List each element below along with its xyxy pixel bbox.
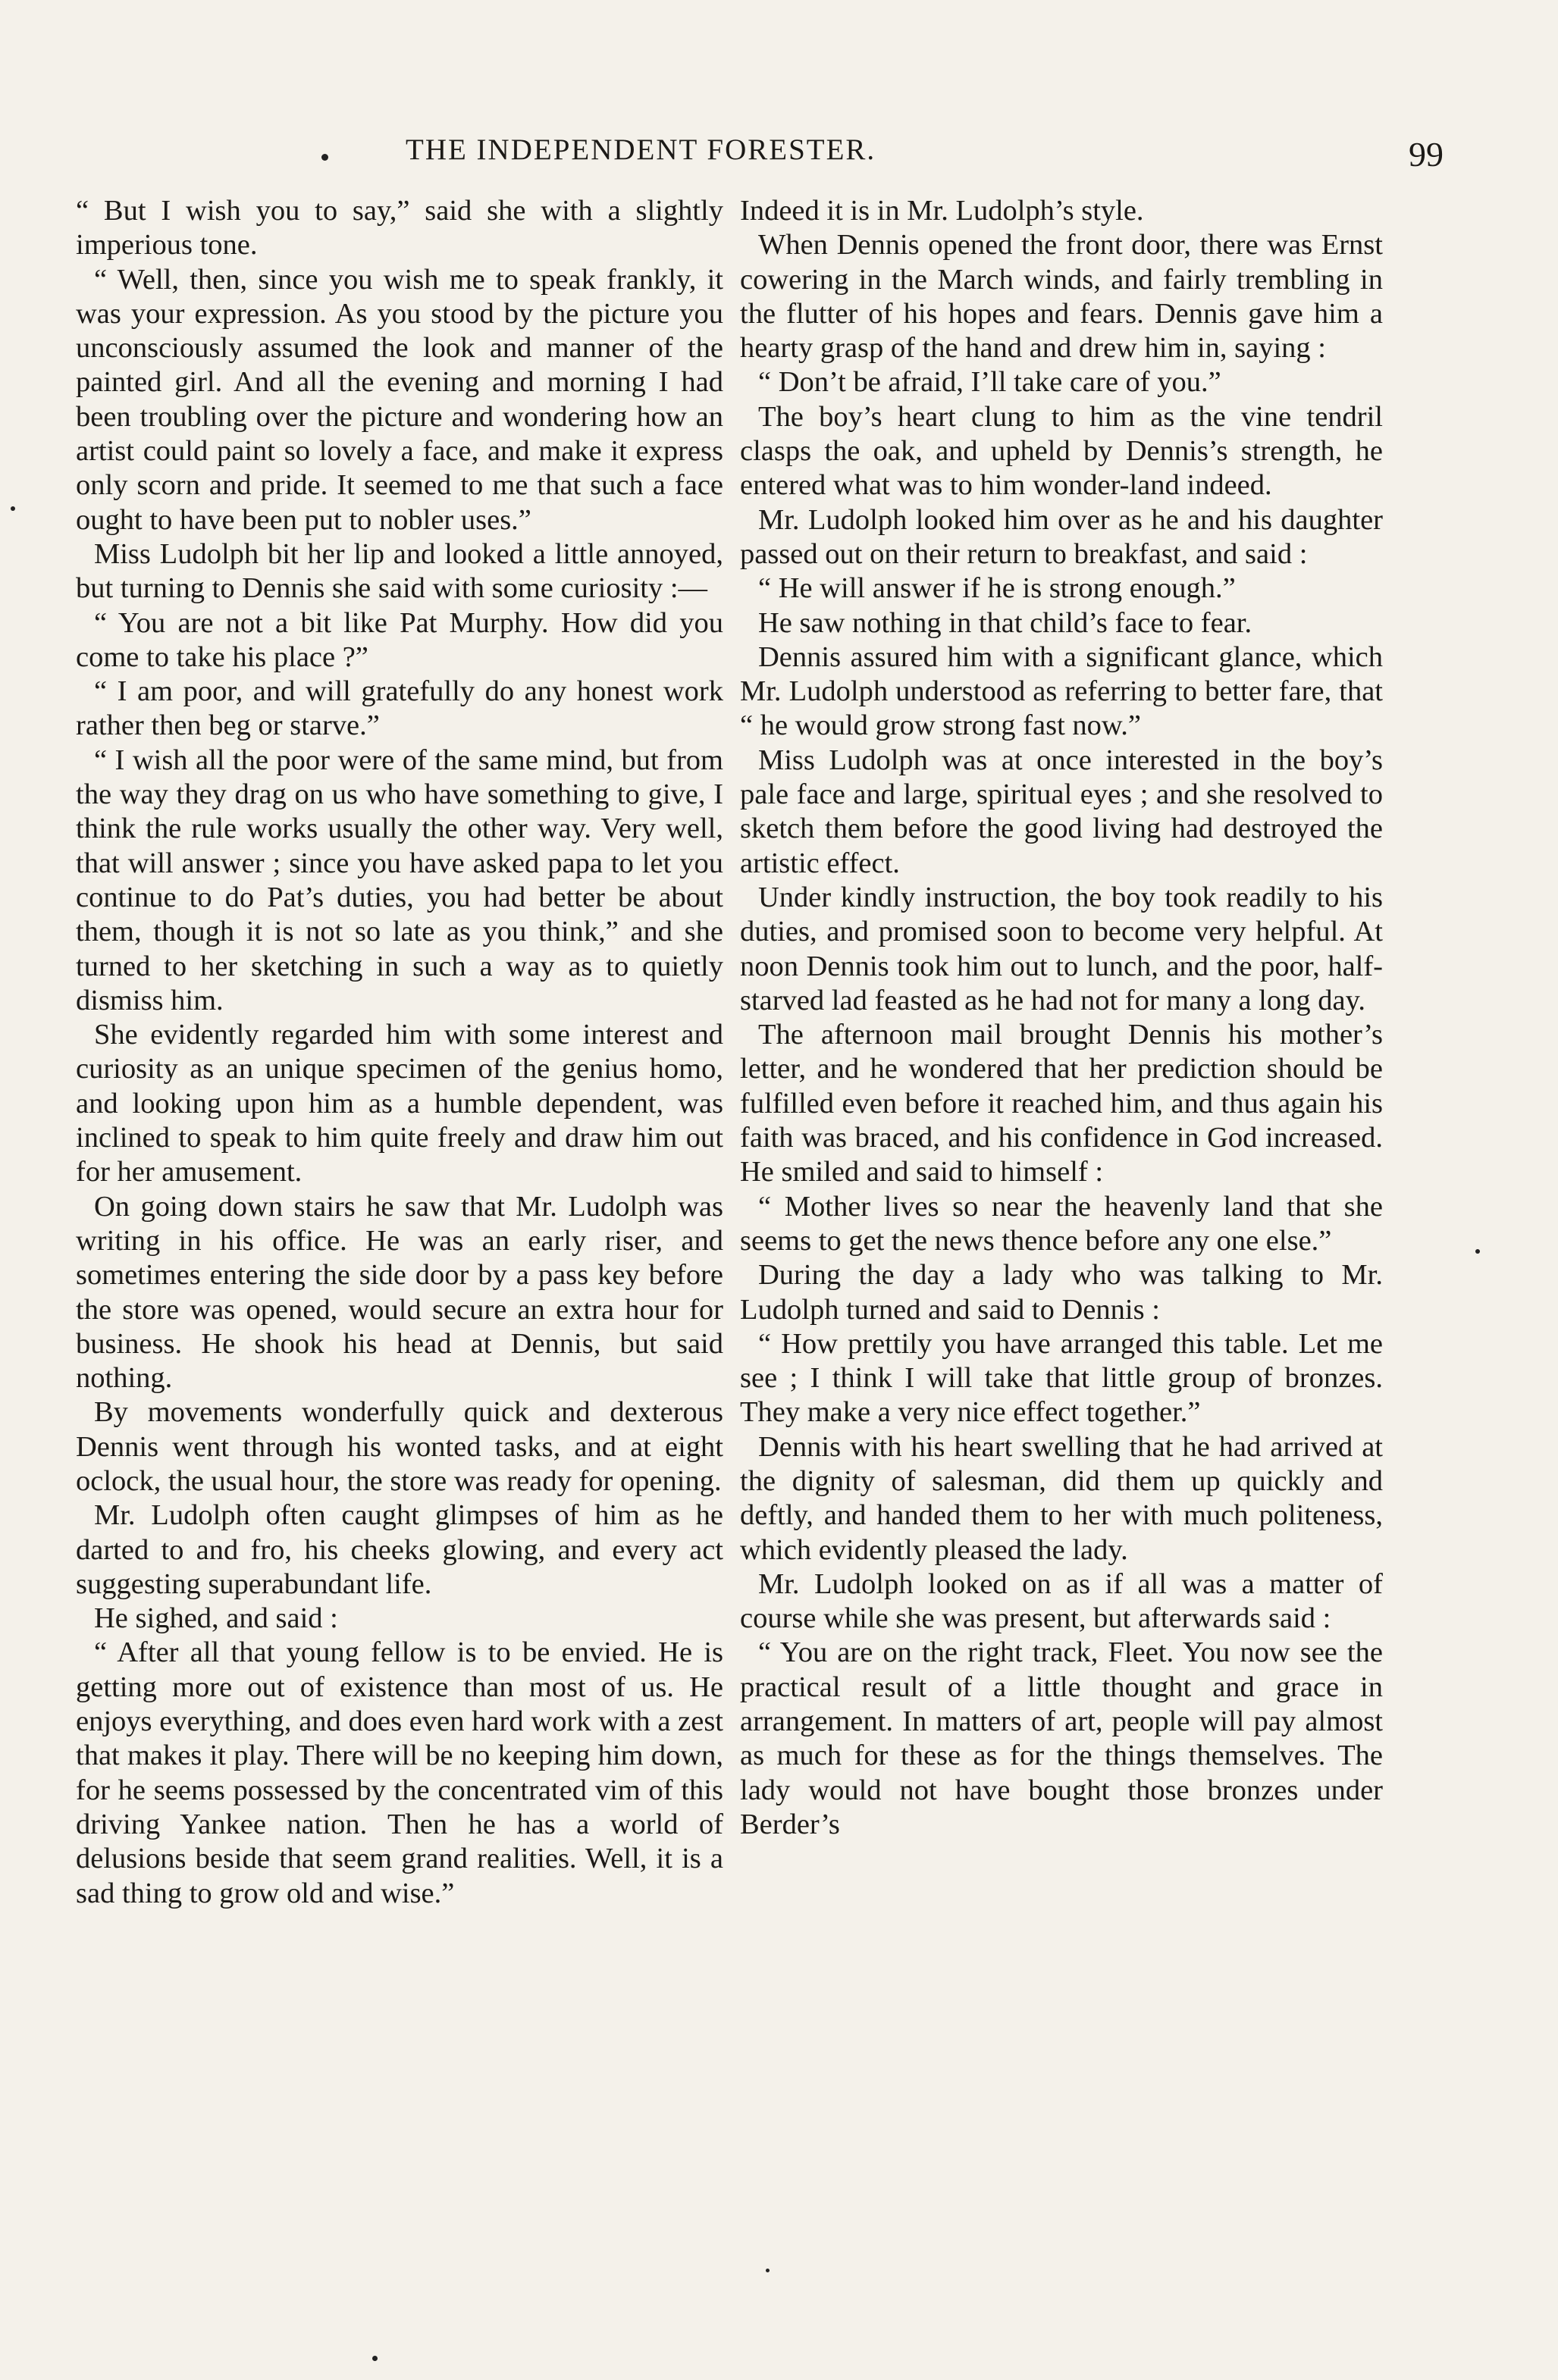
paragraph: “ He will answer if he is strong enough.”: [758, 572, 1236, 605]
right-column: [740, 194, 1383, 1842]
paragraph: Dennis with his heart swelling that he had arrived at the dignity of salesman, did them up quickly and deftly, and handed them to her with much politeness, which evidently pleased the lady.: [740, 1430, 1383, 1566]
paragraph: On going down stairs he saw that Mr. Ludolph was writing in his office. He was an early riser, and sometimes entering the side door by a pass key before the store was opened, would secure an extra hour for business. He shook his head at Dennis, but said nothing.: [76, 1190, 723, 1395]
paragraph: “ You are on the right track, Fleet. You now see the practical result of a little thought and grace in arrangement. In matters of art, people will pay almost as much for these as for the things themselves. The lady would not have bought those bronzes under Berder’s: [740, 1636, 1383, 1840]
running-title: THE INDEPENDENT FORESTER.: [406, 133, 876, 166]
paragraph: “ How prettily you have arranged this table. Let me see ; I think I will take that little group of bronzes. They make a very nice effect together.”: [740, 1327, 1383, 1429]
paragraph: Miss Ludolph bit her lip and looked a little annoyed, but turning to Dennis she said with some curiosity :—: [76, 537, 723, 605]
running-header: [0, 127, 1558, 173]
paragraph: Mr. Ludolph looked him over as he and his daughter passed out on their return to breakfast, and said :: [740, 503, 1383, 570]
paragraph: Miss Ludolph was at once interested in the boy’s pale face and large, spiritual eyes ; and she resolved to sketch them before the good living had destroyed the artistic effect.: [740, 744, 1383, 879]
paragraph: By movements wonderfully quick and dexterous Dennis went through his wonted tasks, and at eight oclock, the usual hour, the store was ready for opening.: [76, 1396, 723, 1497]
paragraph: She evidently regarded him with some interest and curiosity as an unique specimen of the genius homo, and looking upon him as a humble dependent, was inclined to speak to him quite freely and draw him out for her amusement.: [76, 1019, 723, 1188]
paragraph: During the day a lady who was talking to Mr. Ludolph turned and said to Dennis :: [740, 1259, 1383, 1326]
paragraph: “ Well, then, since you wish me to speak frankly, it was your expression. As you stood by the picture you unconsciously assumed the look and manner of the painted girl. And all the evening and morning I had been troubling over the picture and wondering how an artist could paint so lovely a face, and make it express only scorn and pride. It seemed to me that such a face ought to have been put to nobler uses.”: [76, 263, 723, 536]
paragraph: He sighed, and said :: [94, 1602, 338, 1635]
scan-speck: [321, 154, 328, 161]
paragraph: When Dennis opened the front door, there was Ernst cowering in the March winds, and fairly trembling in the flutter of his hopes and fears. Dennis gave him a hearty grasp of the hand and drew him in, saying :: [740, 229, 1383, 365]
paragraph: “ Mother lives so near the heavenly land that she seems to get the news thence before any one else.”: [740, 1190, 1383, 1257]
paragraph: Mr. Ludolph looked on as if all was a matter of course while she was present, but afterwards said :: [740, 1567, 1383, 1635]
paragraph: “ After all that young fellow is to be envied. He is getting more out of existence than most of us. He enjoys everything, and does even hard work with a zest that makes it play. There will be no keeping him down, for he seems possessed by the concentrated vim of this driving Yankee nation. Then he has a world of delusions beside that seem grand realities. Well, it is a sad thing to grow old and wise.”: [76, 1636, 723, 1909]
paragraph: Dennis assured him with a significant glance, which Mr. Ludolph understood as referring to better fare, that “ he would grow strong fast now.”: [740, 640, 1383, 742]
scan-speck: [372, 2356, 378, 2361]
paragraph: He saw nothing in that child’s face to fear.: [758, 606, 1252, 639]
scan-speck: [1475, 1249, 1480, 1254]
paragraph: Indeed it is in Mr. Ludolph’s style.: [740, 195, 1144, 227]
paragraph: Mr. Ludolph often caught glimpses of him as he darted to and fro, his cheeks glowing, and every act suggesting superabundant life.: [76, 1499, 723, 1600]
left-column: [76, 194, 723, 1911]
paragraph: Under kindly instruction, the boy took readily to his duties, and promised soon to become very helpful. At noon Dennis took him out to lunch, and the poor, half-starved lad feasted as he had not for many a long day.: [740, 881, 1383, 1016]
paragraph: The afternoon mail brought Dennis his mother’s letter, and he wondered that her prediction should be fulfilled even before it reached him, and thus again his faith was braced, and his confidence in God increased. He smiled and said to himself :: [740, 1019, 1383, 1188]
paragraph: “ Don’t be afraid, I’ll take care of you.”: [758, 366, 1221, 399]
scan-speck: [766, 2269, 770, 2272]
page-number: 99: [1409, 135, 1444, 174]
paragraph: “ I am poor, and will gratefully do any honest work rather then beg or starve.”: [76, 675, 723, 742]
paragraph: “ I wish all the poor were of the same mind, but from the way they drag on us who have something to give, I think the rule works usually the other way. Very well, that will answer ; since you have asked papa to let you continue to do Pat’s duties, you had better be about them, though it is not so late as you think,” and she turned to her sketching in such a way as to quietly dismiss him.: [76, 744, 723, 1016]
paragraph: “ You are not a bit like Pat Murphy. How did you come to take his place ?”: [76, 606, 723, 673]
paragraph: “ But I wish you to say,” said she with a slightly imperious tone.: [76, 195, 723, 261]
paragraph: The boy’s heart clung to him as the vine tendril clasps the oak, and upheld by Dennis’s strength, he entered what was to him wonder-land indeed.: [740, 400, 1383, 502]
scan-speck: [11, 506, 15, 511]
